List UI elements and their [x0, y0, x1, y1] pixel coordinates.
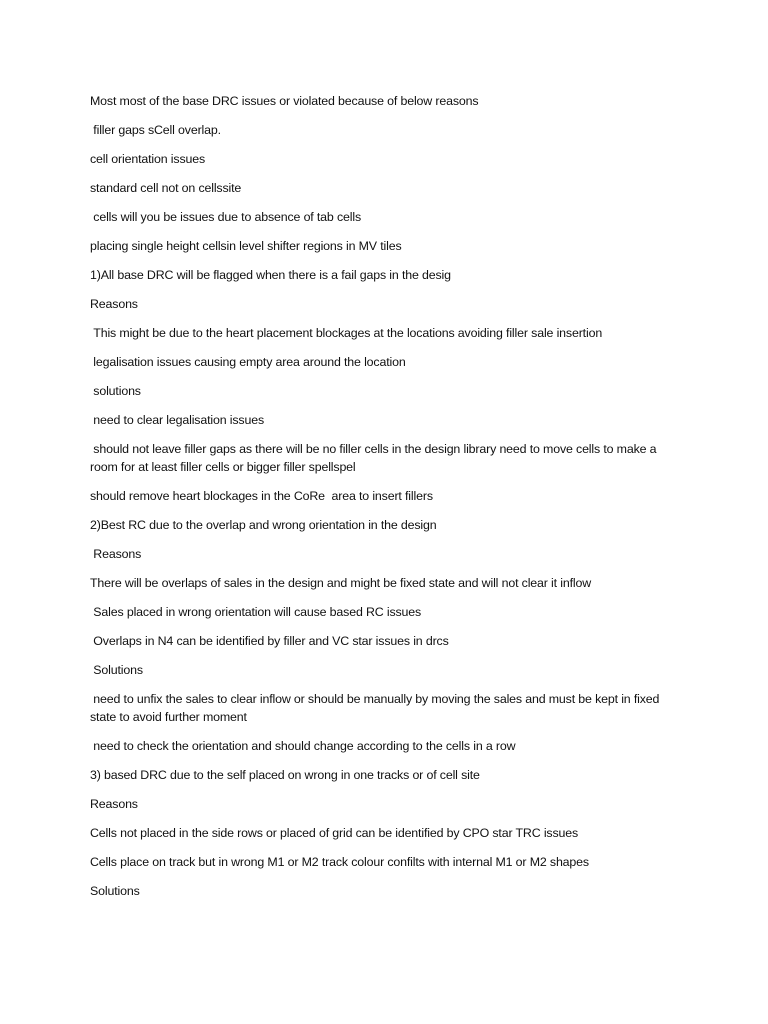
paragraph: placing single height cellsin level shifter regions in MV tiles [90, 239, 402, 253]
paragraph: should not leave filler gaps as there will be no filler cells in the design library need to move cells to make a room for at least filler cells or bigger filler spellspel [90, 442, 660, 474]
paragraph: Overlaps in N4 can be identified by filler and VC star issues in drcs [90, 634, 449, 648]
document-body [90, 92, 686, 911]
subheading: Reasons [90, 797, 138, 811]
paragraph: Most most of the base DRC issues or violated because of below reasons [90, 94, 479, 108]
subheading: Solutions [90, 884, 140, 898]
paragraph: need to unfix the sales to clear inflow or should be manually by moving the sales and must be kept in fixed state to avoid further moment [90, 692, 663, 724]
paragraph: There will be overlaps of sales in the design and might be fixed state and will not clear it inflow [90, 576, 592, 590]
paragraph: need to clear legalisation issues [90, 413, 264, 427]
subheading: solutions [90, 384, 141, 398]
paragraph: This might be due to the heart placement blockages at the locations avoiding filler sale insertion [90, 326, 603, 340]
subheading: Solutions [90, 663, 143, 677]
paragraph: should remove heart blockages in the CoRe area to insert fillers [90, 489, 433, 503]
paragraph: filler gaps sCell overlap. [90, 123, 221, 137]
section-heading: 3) based DRC due to the self placed on wrong in one tracks or of cell site [90, 768, 480, 782]
subheading: Reasons [90, 547, 142, 561]
paragraph: standard cell not on cellssite [90, 181, 242, 195]
paragraph: cell orientation issues [90, 152, 206, 166]
paragraph: Sales placed in wrong orientation will cause based RC issues [90, 605, 422, 619]
paragraph: Cells not placed in the side rows or placed of grid can be identified by CPO star TRC issues [90, 826, 579, 840]
paragraph: legalisation issues causing empty area around the location [90, 355, 406, 369]
paragraph: need to check the orientation and should change according to the cells in a row [90, 739, 516, 753]
section-heading: 2)Best RC due to the overlap and wrong orientation in the design [90, 518, 437, 532]
paragraph: cells will you be issues due to absence of tab cells [90, 210, 361, 224]
subheading: Reasons [90, 297, 138, 311]
paragraph: Cells place on track but in wrong M1 or M2 track colour confilts with internal M1 or M2 shapes [90, 855, 589, 869]
section-heading: 1)All base DRC will be flagged when there is a fail gaps in the desig [90, 268, 451, 282]
